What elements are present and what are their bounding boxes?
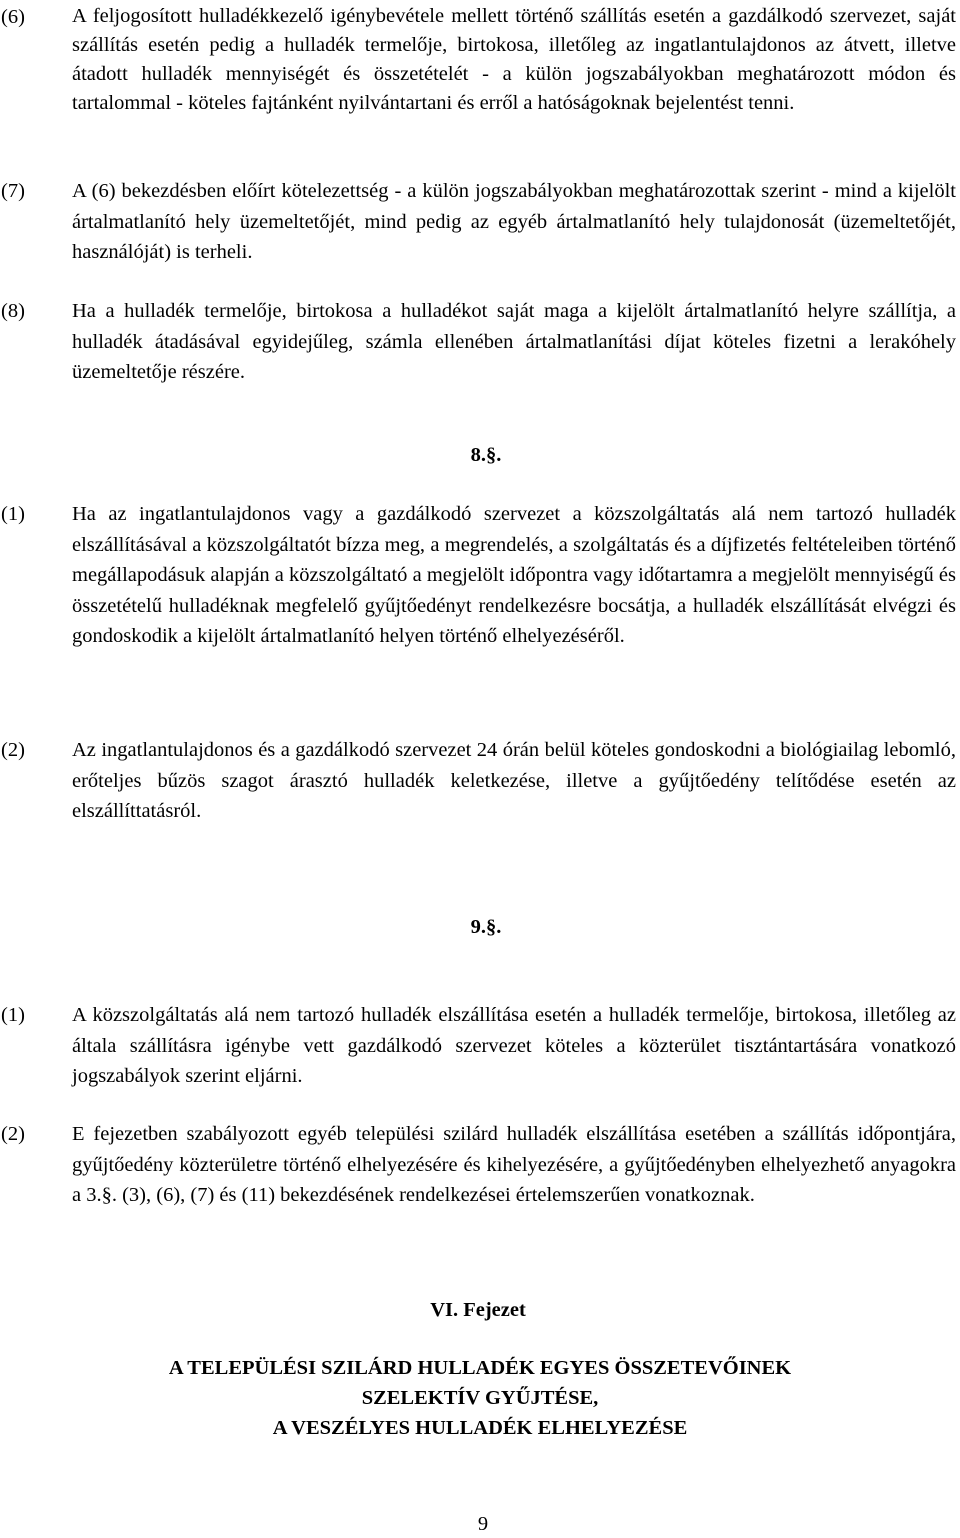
paragraph-text: E fejezetben szabályozott egyéb települési szilárd hulladék elszállítása esetében a szállítás időpontjára, gyűjtőedény közterületre történő elhelyezésére és kihelyezésére, a gyűjtőedényben elhelyezhető anyagokra a 3.§. (3), (6), (7) és (11) bekezdésének rendelkezései értelemszerűen vonatkoznak.	[72, 1123, 956, 1206]
paragraph-text: Az ingatlantulajdonos és a gazdálkodó szervezet 24 órán belül köteles gondoskodni a biológiailag lebomló, erőteljes bűzös szagot árasztó hulladék keletkezése, illetve a gyűjtőedény telítődése esetén az elszállíttatásról.	[72, 739, 956, 822]
section-heading-8: 8.§.	[470, 444, 502, 466]
paragraph-number: (6)	[1, 6, 25, 28]
chapter-subtitle-line-1: A TELEPÜLÉSI SZILÁRD HULLADÉK EGYES ÖSSZETEVŐINEK	[168, 1357, 792, 1379]
page-number: 9	[477, 1513, 489, 1535]
paragraph-number: (1)	[1, 503, 25, 525]
paragraph-number: (1)	[1, 1004, 25, 1026]
chapter-subtitle-line-3: A VESZÉLYES HULLADÉK ELHELYEZÉSE	[272, 1417, 688, 1439]
section-heading-9: 9.§.	[470, 916, 502, 938]
paragraph-number: (7)	[1, 180, 25, 202]
paragraph-text: A (6) bekezdésben előírt kötelezettség - a külön jogszabályokban meghatározottak szerint - mind a kijelölt ártalmatlanító hely üzemeltetőjét, mind pedig az egyéb ártalmatlanító hely tulajdonosát (üzemeltetőjét, használóját) is terheli.	[72, 180, 956, 263]
paragraph-text: Ha a hulladék termelője, birtokosa a hulladékot saját maga a kijelölt ártalmatlanító helyre szállítja, a hulladék átadásával egyidejűleg, számla ellenében ártalmatlanítási díjat köteles fizetni a lerakóhely üzemeltetője részére.	[72, 300, 956, 383]
paragraph-number: (8)	[1, 300, 25, 322]
paragraph-number: (2)	[1, 739, 25, 761]
paragraph-number: (2)	[1, 1123, 25, 1145]
chapter-title: VI. Fejezet	[430, 1299, 526, 1321]
paragraph-text: A feljogosított hulladékkezelő igénybevétele mellett történő szállítás esetén a gazdálkodó szervezet, saját szállítás esetén pedig a hulladék termelője, birtokosa, illetőleg az ingatlantulajdonos az átvett, illetve átadott hulladék mennyiségét és összetételét - a külön jogszabályokban meghatározott módon és tartalommal - köteles fajtánként nyilvántartani és erről a hatóságoknak bejelentést tenni.	[72, 5, 956, 114]
paragraph-text: A közszolgáltatás alá nem tartozó hulladék elszállítása esetén a hulladék termelője, birtokosa, illetőleg az általa szállításra igénybe vett gazdálkodó szervezet köteles a közterület tisztántartására vonatkozó jogszabályok szerint eljárni.	[72, 1004, 956, 1087]
chapter-subtitle-line-2: SZELEKTÍV GYŰJTÉSE,	[361, 1387, 599, 1409]
paragraph-text: Ha az ingatlantulajdonos vagy a gazdálkodó szervezet a közszolgáltatás alá nem tartozó hulladék elszállításával a közszolgáltatót bízza meg, a megrendelés, a szolgáltatás és a díjfizetés feltételeiben történő megállapodásuk alapján a közszolgáltató a megjelölt időpontra vagy időtartamra a megjelölt mennyiségű és összetételű hulladéknak megfelelő gyűjtőedényt rendelkezésre bocsátja, a hulladék elszállítását elvégzi és gondoskodik a kijelölt ártalmatlanító helyen történő elhelyezéséről.	[72, 503, 956, 647]
